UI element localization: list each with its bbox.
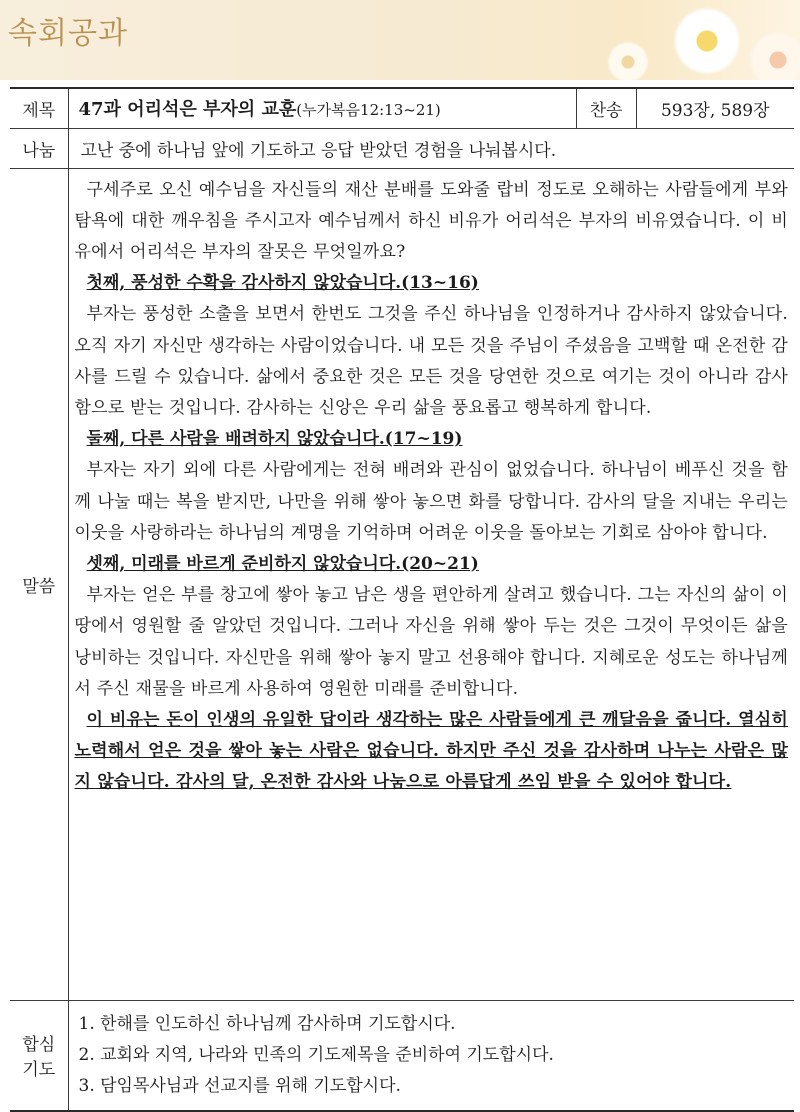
- share-label: 나눔: [10, 128, 68, 168]
- lesson-table: [10, 87, 794, 1112]
- prayer-label: [10, 1000, 68, 1111]
- section-body-1: 부자는 풍성한 소출을 보면서 한번도 그것을 주신 하나님을 인정하거나 감사하지 않았습니다. 오직 자기 자신만 생각하는 사람이었습니다. 내 모든 것을 주님이 주셨음을 고백할 때 온전한 감사를 드릴 수 있습니다. 삶에서 중요한 것은 모든 것을 당연한 것으로 여기는 것이 아니라 감사함으로 받는 것입니다. 감사하는 신앙은 우리 삶을 풍요롭고 행복하게 합니다.: [74, 304, 788, 418]
- prayer-item: 2. 교회와 지역, 나라와 민족의 기도제목을 준비하여 기도합시다.: [78, 1044, 554, 1065]
- lesson-title-cell: [68, 88, 576, 128]
- section-heading-3: 셋째, 미래를 바르게 준비하지 않았습니다.(20~21): [86, 553, 479, 574]
- title-row: [10, 88, 794, 128]
- intro-paragraph: 구세주로 오신 예수님을 자신들의 재산 분배를 도와줄 랍비 정도로 오해하는 사람들에게 부와 탐욕에 대한 깨우침을 주시고자 예수님께서 하신 비유가 어리석은 부자의 비유였습니다. 이 비유에서 어리석은 부자의 잘못은 무엇일까요?: [74, 179, 788, 262]
- prayer-label-line1: 합심: [22, 1035, 56, 1055]
- section-heading-2: 둘째, 다른 사람을 배려하지 않았습니다.(17~19): [86, 429, 463, 450]
- header-banner: [0, 0, 800, 80]
- section-heading-1: 첫째, 풍성한 수확을 감사하지 않았습니다.(13~16): [86, 273, 479, 294]
- section-body-2: 부자는 자기 외에 다른 사람에게는 전혀 배려와 관심이 없었습니다. 하나님이 베푸신 것을 함께 나눌 때는 복을 받지만, 나만을 위해 쌓아 놓으면 화를 당합니다. 감사의 달을 지내는 우리는 이웃을 사랑하라는 하나님의 계명을 기억하며 어려운 이웃을 돌아보는 기회로 삼아야 합니다.: [74, 460, 788, 543]
- section-body-3: 부자는 얻은 부를 창고에 쌓아 놓고 남은 생을 편안하게 살려고 했습니다. 그는 자신의 삶이 이 땅에서 영원할 줄 알았던 것입니다. 그러나 자신을 위해 쌓아 두는 것은 그것이 무엇이든 삶을 낭비하는 것입니다. 자신만을 위해 쌓아 놓지 말고 선용해야 합니다. 지혜로운 성도는 하나님께서 주신 재물을 바르게 사용하여 영원한 미래를 준비합니다.: [74, 585, 788, 699]
- hymn-value: 593장, 589장: [636, 88, 794, 128]
- header-title: 속회공과: [8, 16, 128, 51]
- prayer-label-line2: 기도: [22, 1060, 56, 1080]
- title-label: 제목: [10, 88, 68, 128]
- flower-decoration-icon: [748, 30, 800, 80]
- prayer-list: [68, 1000, 794, 1111]
- prayer-item: 3. 담임목사님과 선교지를 위해 기도합시다.: [78, 1075, 401, 1096]
- share-text: 고난 중에 하나님 앞에 기도하고 응답 받았던 경험을 나눠봅시다.: [68, 128, 794, 168]
- prayer-row: [10, 1000, 794, 1111]
- hymn-label: 찬송: [576, 88, 636, 128]
- flower-decoration-icon: [606, 40, 650, 80]
- lesson-title: 47과 어리석은 부자의 교훈: [78, 99, 297, 121]
- flower-decoration-icon: [672, 6, 742, 76]
- sermon-body: [68, 168, 794, 1000]
- word-label: 말씀: [10, 168, 68, 1000]
- scripture-reference: (누가복음12:13~21): [296, 101, 441, 120]
- word-row: [10, 168, 794, 1000]
- prayer-item: 1. 한해를 인도하신 하나님께 감사하며 기도합시다.: [78, 1013, 456, 1034]
- share-row: [10, 128, 794, 168]
- closing-paragraph: 이 비유는 돈이 인생의 유일한 답이라 생각하는 많은 사람들에게 큰 깨달음을 줍니다. 열심히 노력해서 얻은 것을 쌓아 놓는 사람은 없습니다. 하지만 주신 것을 감사하며 나누는 사람은 많지 않습니다. 감사의 달, 온전한 감사와 나눔으로 아름답게 쓰임 받을 수 있어야 합니다.: [74, 709, 788, 793]
